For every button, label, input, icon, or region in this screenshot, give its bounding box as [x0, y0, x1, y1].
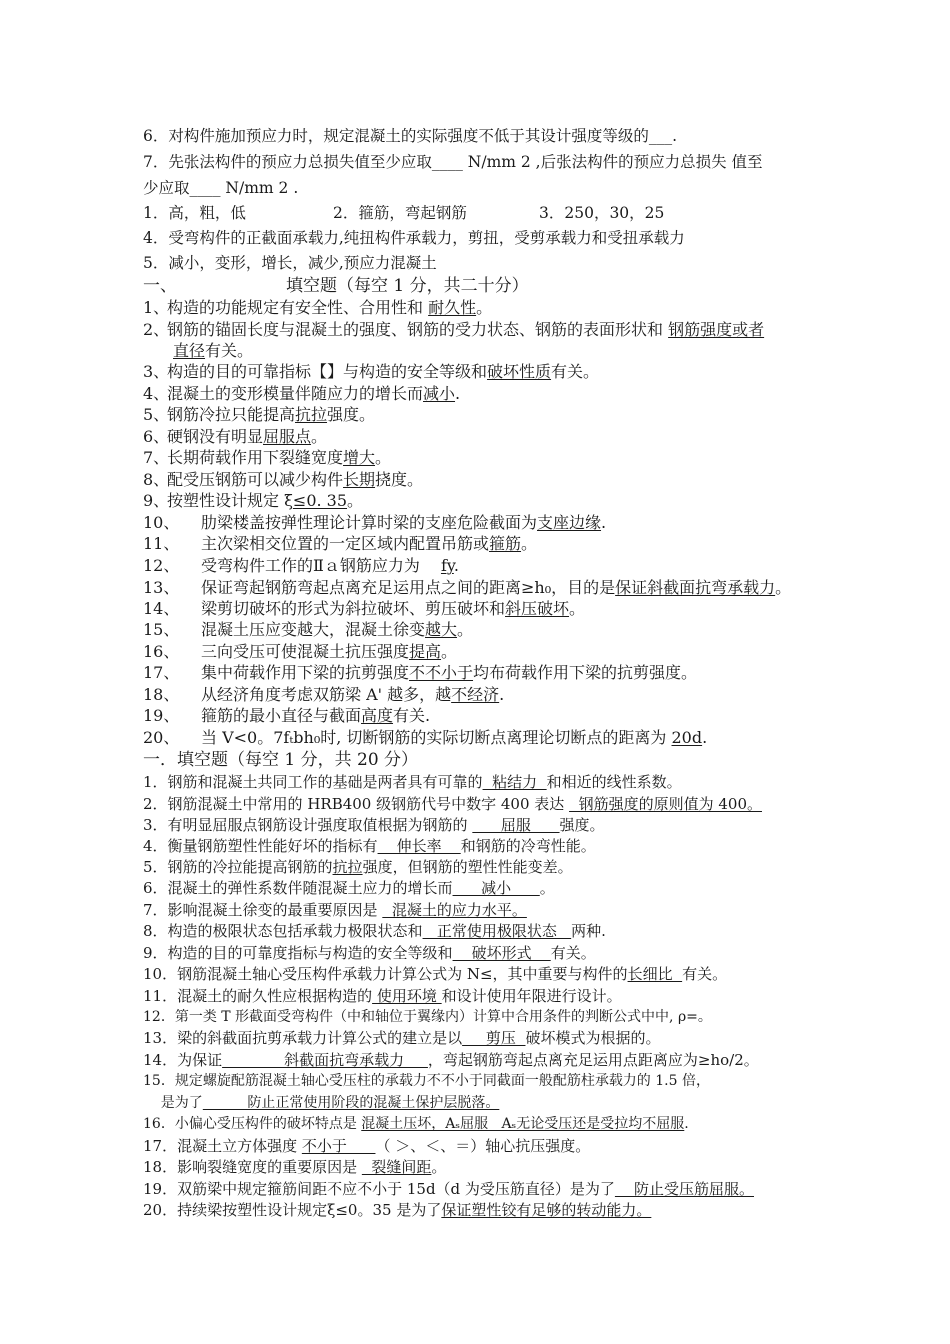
item-text-after: 有关.: [393, 706, 431, 725]
item-number: 7、: [143, 448, 170, 467]
answer-4: 4．受弯构件的正截面承载力,纯扭构件承载力，剪扭，受剪承载力和受扭承载力: [143, 229, 685, 247]
item-text-after: ，弯起钢筋弯起点离充足运用点距离应为≥ho/2。: [427, 1051, 759, 1069]
section-1-item: [143, 341, 253, 361]
item-text-after: 均布荷载作用下梁的抗剪强度。: [473, 663, 698, 682]
section-1-item: [143, 448, 391, 468]
section-1-item: [143, 470, 423, 490]
item-text-after: .: [453, 556, 459, 575]
section-1-item: [143, 620, 473, 640]
section-1-item: [143, 427, 327, 447]
section-1-item: [143, 663, 697, 683]
section-2-item: [143, 900, 527, 920]
section-2-item: [143, 772, 682, 792]
section-1-item: [143, 405, 375, 425]
item-text-after: 。: [539, 879, 555, 897]
item-text-after: 。: [775, 578, 792, 597]
item-text: 受弯构件工作的Ⅱａ钢筋应力为: [201, 556, 441, 575]
item-text: 从经济角度考虑双筋梁 A' 越多，越: [201, 685, 452, 704]
item-answer: 抗拉: [295, 405, 328, 424]
item-text: 梁剪切破坏的形式为斜拉破坏、剪压破坏和: [201, 599, 506, 618]
section-2-item: [143, 1179, 754, 1199]
item-text-after: 有关。: [205, 341, 254, 360]
item-text: 钢筋冷拉只能提高: [167, 405, 296, 424]
item-answer: 使用环境: [372, 987, 442, 1005]
item-answer: 长细比: [627, 965, 683, 983]
item-text: 三向受压可使混凝土抗压强度: [201, 642, 410, 661]
item-text-after: 。: [441, 642, 458, 661]
top-question-7: 7．先张法构件的预应力总损失值至少应取____ N/mm 2 ,后张法构件的预应力总损失 值至: [143, 153, 763, 171]
item-answer: 减小: [423, 384, 456, 403]
top-answers-row: [143, 203, 664, 223]
section-1-item: [143, 384, 460, 404]
item-text-after: .: [455, 384, 461, 403]
answer-3: 3．250，30，25: [539, 204, 665, 222]
item-text: 5．钢筋的冷拉能提高钢筋的: [143, 858, 333, 876]
item-answer: 破坏性质: [487, 362, 552, 381]
item-text-after: 。: [457, 620, 474, 639]
item-number: 19、: [143, 706, 180, 725]
item-text-after: 和设计使用年限进行设计。: [441, 987, 622, 1005]
item-text-after: 。: [521, 534, 538, 553]
section-2-item: [143, 794, 762, 814]
section-1-item: [143, 706, 430, 726]
section-2-item: [143, 878, 555, 898]
item-answer: 混凝土的应力水平。: [382, 901, 527, 919]
item-answer: 箍筋: [489, 534, 522, 553]
item-answer: 不小于: [301, 1137, 376, 1155]
section-1-item: [143, 491, 363, 511]
item-answer: 屈服: [472, 816, 560, 834]
item-text-after: .: [684, 1116, 689, 1132]
item-text: 15．规定螺旋配筋混凝土轴心受压柱的承载力不不小于同截面一般配筋柱承载力的 1.5 倍，: [143, 1073, 710, 1089]
item-text: 6．混凝土的弹性系数伴随混凝土应力的增长而: [143, 879, 453, 897]
item-text-after: 。: [311, 427, 328, 446]
section-1-item: [143, 578, 791, 598]
item-text-after: 。: [347, 491, 364, 510]
item-number: 15、: [143, 620, 180, 639]
item-text: 混凝土压应变越大，混凝土徐变: [201, 620, 426, 639]
section-1-item: [143, 556, 459, 576]
item-text: 20．持续梁按塑性设计规定ξ≤0。35 是为了: [143, 1201, 442, 1219]
item-text: 2．钢筋混凝土中常用的 HRB400 级钢筋代号中数字 400 表达: [143, 795, 570, 813]
item-number: 2、: [143, 320, 170, 339]
item-answer: 混凝土压坏，Aₛ屈服 Aₛ无论受压还是受拉均不屈服: [361, 1116, 685, 1132]
item-text-after: 有关。: [682, 965, 728, 983]
item-answer: 剪压: [462, 1029, 526, 1047]
item-text-after: .: [601, 513, 607, 532]
section-2-item: [143, 1114, 689, 1134]
item-answer: 不经济: [451, 685, 500, 704]
item-text-after: 有关。: [550, 944, 596, 962]
item-text: 19．双筋梁中规定箍筋间距不应不小于 15d（d 为受压筋直径）是为了: [143, 1180, 615, 1198]
item-number: 5、: [143, 405, 170, 424]
item-answer: 增大: [343, 448, 376, 467]
item-text: 构造的目的可靠指标【】与构造的安全等级和: [167, 362, 488, 381]
section-2-item: [143, 1028, 661, 1048]
item-text: 9．构造的目的可靠度指标与构造的安全等级和: [143, 944, 453, 962]
section-1-item: [143, 298, 492, 318]
section-1-number: 一、: [143, 276, 177, 296]
item-number: 3、: [143, 362, 170, 381]
section-1-title: 填空题（每空 1 分，共二十分）: [286, 276, 529, 296]
item-number: 4、: [143, 384, 170, 403]
section-1-item: [143, 534, 537, 554]
section-2-item: [143, 1093, 499, 1113]
item-answer: 裂缝间距: [361, 1158, 432, 1176]
item-number: 13、: [143, 578, 180, 597]
section-2-item: [143, 1200, 651, 1220]
section-1-item: [143, 320, 764, 340]
item-answer: 减小: [452, 879, 540, 897]
item-answer: 抗拉: [332, 858, 363, 876]
item-answer: fy: [440, 556, 454, 575]
item-text: 16．小偏心受压构件的破坏特点是: [143, 1116, 362, 1132]
item-answer: 长期: [343, 470, 376, 489]
item-answer: ≤0. 35: [292, 491, 348, 510]
item-text-after: 挠度。: [375, 470, 424, 489]
item-answer: 提高: [409, 642, 442, 661]
section-1-item: [143, 362, 599, 382]
item-answer: 伸长率: [377, 837, 461, 855]
item-number: 16、: [143, 642, 180, 661]
item-number: 8、: [143, 470, 170, 489]
item-text-after: 。: [569, 599, 586, 618]
item-answer: 保证塑性铰有足够的转动能力。: [441, 1201, 652, 1219]
item-answer: 不不小于: [409, 663, 474, 682]
item-text-after: 。: [431, 1158, 447, 1176]
item-answer: 钢筋强度的原则值为 400。: [569, 795, 762, 813]
item-answer: 粘结力: [482, 773, 547, 791]
item-answer: 防止受压筋屈服。: [614, 1180, 754, 1198]
item-text-after: 。: [375, 448, 392, 467]
item-answer: 破坏形式: [452, 944, 551, 962]
item-number: 17、: [143, 663, 180, 682]
item-answer: 钢筋强度或者: [668, 320, 765, 339]
item-answer: 20d: [671, 728, 703, 747]
section-2-item: [143, 1136, 590, 1156]
item-text: 按塑性设计规定 ξ: [167, 491, 293, 510]
item-number: 14、: [143, 599, 180, 618]
item-answer: 斜压破坏: [505, 599, 570, 618]
item-text-after: 。: [476, 298, 493, 317]
section-2-item: [143, 921, 606, 941]
item-text-after: 和相近的线性系数。: [546, 773, 682, 791]
item-text-after: .: [499, 685, 505, 704]
section-1-item: [143, 513, 606, 533]
answer-1: 1．高，粗，低: [143, 204, 246, 222]
item-number: 6、: [143, 427, 170, 446]
item-number: 18、: [143, 685, 180, 704]
item-answer: 正常使用极限状态: [422, 922, 572, 940]
item-text: 长期荷载作用下裂缝宽度: [167, 448, 344, 467]
item-number: 20、: [143, 728, 180, 747]
item-text: 11．混凝土的耐久性应根据构造的: [143, 987, 373, 1005]
section-2-item: [143, 964, 727, 984]
item-text: 当 V<0。7fₜbh₀时, 切断钢筋的实际切断点离理论切断点的距离为: [201, 728, 672, 747]
item-answer: 直径: [173, 341, 206, 360]
top-question-6: 6．对构件施加预应力时，规定混凝土的实际强度不低于其设计强度等级的___.: [143, 127, 678, 145]
item-answer: 耐久性: [428, 298, 477, 317]
item-text: 13．梁的斜截面抗剪承载力计算公式的建立是以: [143, 1029, 463, 1047]
section-2-item: [143, 943, 596, 963]
item-text: 保证弯起钢筋弯起点离充足运用点之间的距离≥h₀，目的是: [201, 578, 616, 597]
item-text: 肋梁楼盖按弹性理论计算时梁的支座危险截面为: [201, 513, 538, 532]
item-text: 14．为保证: [143, 1051, 223, 1069]
item-text: 10．钢筋混凝土轴心受压构件承载力计算公式为 N≤，其中重要与构件的: [143, 965, 628, 983]
section-2-heading: 一．填空题（每空 1 分，共 20 分）: [143, 750, 419, 770]
item-text-after: 强度。: [559, 816, 605, 834]
item-text-after: 强度，但钢筋的塑性性能变差。: [362, 858, 573, 876]
item-text: 4．衡量钢筋塑性性能好坏的指标有: [143, 837, 378, 855]
item-text: 12．第一类 T 形截面受弯构件（中和轴位于翼缘内）计算中合用条件的判断公式中中, ρ=。: [143, 1009, 712, 1025]
item-answer: 越大: [425, 620, 458, 639]
item-text: 18．影响裂缝宽度的重要原因是: [143, 1158, 362, 1176]
item-text-after: 两种.: [571, 922, 606, 940]
section-1-item: [143, 685, 504, 705]
item-number: 1、: [143, 298, 170, 317]
section-2-item: [143, 1157, 446, 1177]
item-text: 主次梁相交位置的一定区域内配置吊筋或: [201, 534, 490, 553]
item-answer: 防止正常使用阶段的混凝土保护层脱落。: [202, 1095, 500, 1111]
section-2-item: [143, 857, 573, 877]
section-2-item: [143, 836, 596, 856]
item-answer: 支座边缘: [537, 513, 602, 532]
item-text-after: .: [702, 728, 708, 747]
item-text: 钢筋的锚固长度与混凝土的强度、钢筋的受力状态、钢筋的表面形状和: [167, 320, 669, 339]
item-number: 10、: [143, 513, 180, 532]
item-text: 3．有明显屈服点钢筋设计强度取值根据为钢筋的: [143, 816, 473, 834]
section-2-item: [143, 1071, 710, 1091]
item-answer: 斜截面抗弯承载力: [222, 1051, 428, 1069]
item-answer: 屈服点: [263, 427, 312, 446]
item-text-after: （ ＞、＜、＝）轴心抗压强度。: [375, 1137, 591, 1155]
section-2-item: [143, 815, 605, 835]
item-text: 硬钢没有明显: [167, 427, 264, 446]
item-text: 集中荷载作用下梁的抗剪强度: [201, 663, 410, 682]
item-text: 构造的功能规定有安全性、合用性和: [167, 298, 429, 317]
item-text-after: 和钢筋的冷弯性能。: [460, 837, 596, 855]
answer-5: 5．减小，变形，增长，减少,预应力混凝土: [143, 254, 437, 272]
section-2-item: [143, 986, 622, 1006]
item-text-after: 破坏模式为根据的。: [525, 1029, 661, 1047]
item-text: 配受压钢筋可以减少构件: [167, 470, 344, 489]
answer-2: 2．箍筋，弯起钢筋: [333, 204, 467, 222]
top-question-7-cont: 少应取____ N/mm 2 .: [143, 179, 299, 197]
item-text: 1．钢筋和混凝土共同工作的基础是两者具有可靠的: [143, 773, 483, 791]
item-text: 箍筋的最小直径与截面: [201, 706, 362, 725]
section-1-item: [143, 599, 585, 619]
section-1-heading: [143, 276, 529, 296]
item-text: 7．影响混凝土徐变的最重要原因是: [143, 901, 383, 919]
section-1-item: [143, 642, 457, 662]
item-number: 9、: [143, 491, 170, 510]
item-answer: 保证斜截面抗弯承载力: [615, 578, 776, 597]
item-text: 混凝土的变形模量伴随应力的增长而: [167, 384, 424, 403]
item-text-after: 强度。: [327, 405, 376, 424]
item-text-after: 有关。: [551, 362, 600, 381]
item-answer: 高度: [361, 706, 394, 725]
item-number: 12、: [143, 556, 180, 575]
item-text: 8．构造的极限状态包括承载力极限状态和: [143, 922, 423, 940]
section-2-item: [143, 1050, 759, 1070]
item-text: 是为了: [143, 1095, 203, 1111]
item-text: 17．混凝土立方体强度: [143, 1137, 302, 1155]
item-number: 11、: [143, 534, 180, 553]
section-1-item: [143, 728, 707, 748]
section-2-item: [143, 1007, 712, 1027]
